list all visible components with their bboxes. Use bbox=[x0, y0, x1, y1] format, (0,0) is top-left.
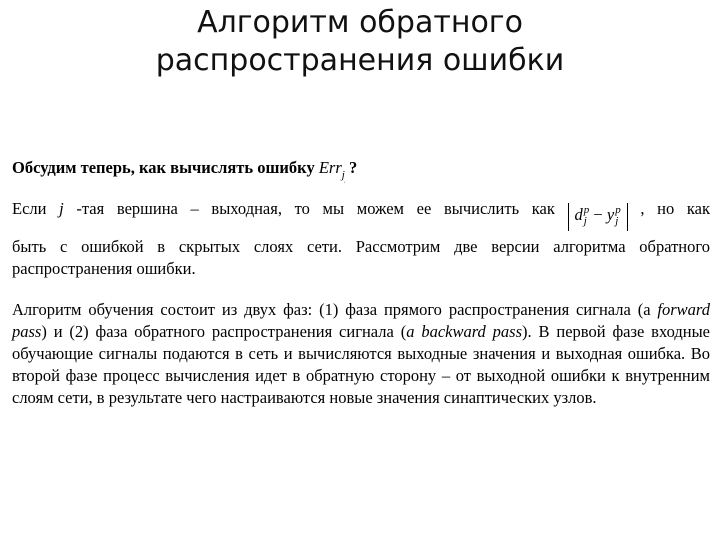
question-text: Обсудим теперь, как вычислять ошибку bbox=[12, 158, 319, 177]
slide-title-line-1: Алгоритм обратного bbox=[197, 5, 523, 40]
error-formula bbox=[568, 203, 628, 231]
y-indices bbox=[615, 205, 621, 227]
output-node-text-start: Если bbox=[12, 199, 60, 218]
algorithm-text-3: ). В первой фазе входные обучающие сигналы подаются в сеть и вычисляются выходные значения и выходная ошибка. Во второй фазе процесс вычисления идет в обратную сторону – от выходной ошибки к внутренним слоям сети, в результате чего настраиваются новые значения синаптических узлов. bbox=[12, 322, 711, 407]
output-node-text-mid: -тая вершина – выходная, то мы можем ее вычислить как bbox=[63, 199, 568, 218]
j-variable: j bbox=[59, 199, 64, 218]
minus-sign: − bbox=[589, 205, 607, 224]
err-variable bbox=[318, 158, 345, 181]
slide-title bbox=[0, 4, 720, 80]
d-subscript: j bbox=[583, 215, 587, 228]
algorithm-text-1: Алгоритм обучения состоит из двух фаз: (1) фаза прямого распространения сигнала (а bbox=[12, 300, 658, 319]
slide-title-line-2: распространения ошибки bbox=[155, 43, 565, 78]
forward-pass-term: forward pass bbox=[12, 300, 710, 341]
d-superscript: p bbox=[583, 204, 590, 217]
y-superscript: p bbox=[615, 204, 621, 217]
err-subscript: j bbox=[341, 169, 345, 181]
output-node-text-end: , но как bbox=[627, 199, 711, 218]
backward-pass-term: a backward pass bbox=[406, 322, 523, 341]
output-node-paragraph bbox=[12, 198, 710, 231]
hidden-layers-paragraph: быть с ошибкой в скрытых слоях сети. Рассмотрим две версии алгоритма обратного распространения ошибки. bbox=[12, 237, 710, 278]
question-paragraph bbox=[12, 157, 710, 186]
err-symbol: Err bbox=[318, 158, 342, 177]
y-symbol: y bbox=[606, 205, 615, 224]
algorithm-text-2: ) и (2) фаза обратного распространения сигнала ( bbox=[41, 322, 407, 341]
y-subscript: j bbox=[615, 215, 619, 228]
question-mark: ? bbox=[348, 158, 358, 177]
d-symbol: d bbox=[574, 205, 583, 224]
algorithm-description-paragraph bbox=[12, 299, 710, 409]
